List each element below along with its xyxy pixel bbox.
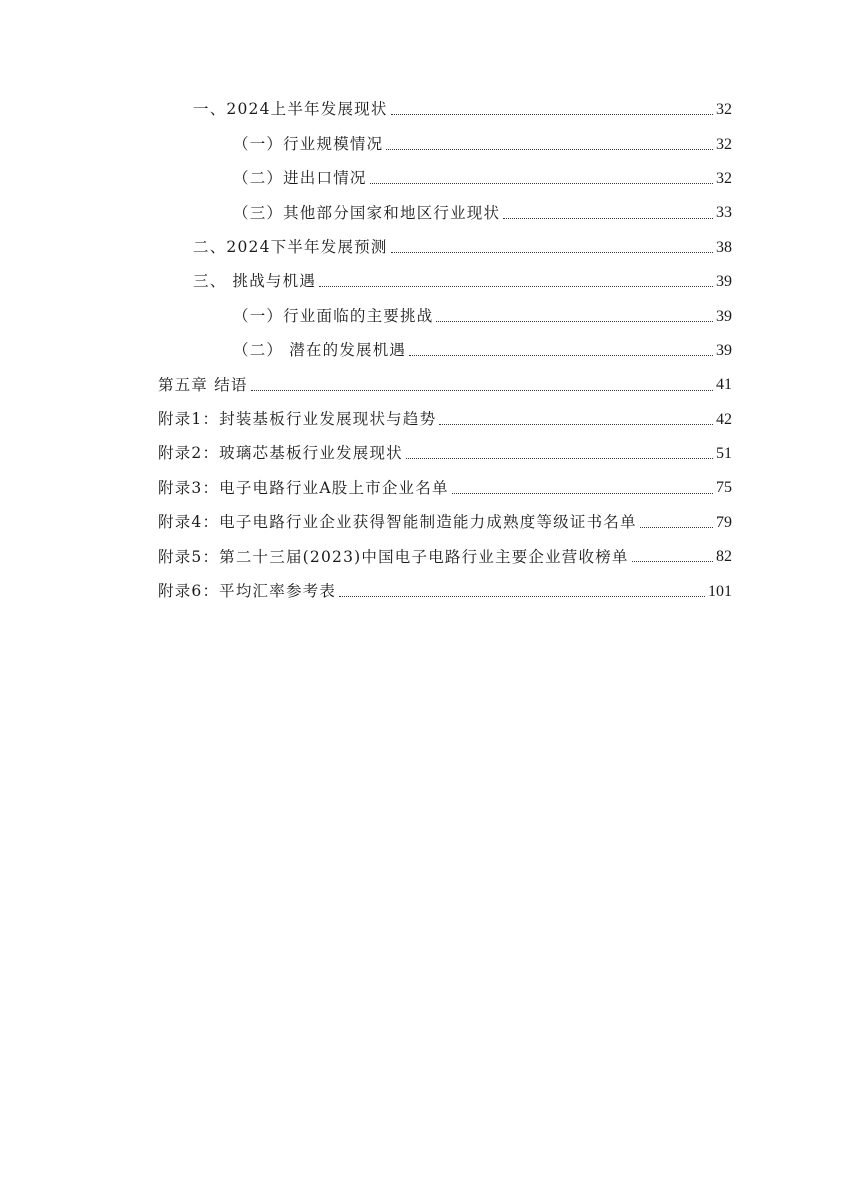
toc-entry-title: （二） 潜在的发展机遇	[233, 341, 407, 360]
toc-entry[interactable]	[0, 93, 856, 127]
table-of-contents	[0, 93, 856, 609]
toc-page-number: 32	[716, 169, 732, 187]
toc-entry-title: 三、 挑战与机遇	[193, 272, 317, 291]
toc-entry[interactable]	[0, 471, 856, 505]
toc-page-number: 39	[716, 307, 732, 325]
toc-entry[interactable]	[0, 196, 856, 230]
toc-dot-leader	[632, 560, 713, 562]
toc-page-number: 101	[708, 582, 732, 600]
toc-entry-title: 附录4：电子电路行业企业获得智能制造能力成熟度等级证书名单	[158, 513, 637, 532]
toc-entry-title: 附录6：平均汇率参考表	[158, 581, 337, 600]
toc-page-number: 41	[716, 376, 732, 394]
toc-entry[interactable]	[0, 231, 856, 265]
toc-dot-leader	[339, 595, 705, 597]
toc-entry-title: 附录5：第二十三届(2023)中国电子电路行业主要企业营收榜单	[158, 547, 629, 566]
toc-page-number: 82	[716, 548, 732, 566]
toc-entry[interactable]	[0, 265, 856, 299]
toc-dot-leader	[439, 423, 713, 425]
toc-entry[interactable]	[0, 162, 856, 196]
toc-entry-title: （一）行业规模情况	[233, 134, 384, 153]
toc-entry[interactable]	[0, 299, 856, 333]
toc-dot-leader	[370, 182, 713, 184]
toc-dot-leader	[319, 285, 713, 287]
toc-entry-title: 第五章 结语	[158, 375, 248, 394]
toc-page-number: 38	[716, 238, 732, 256]
toc-page-number: 32	[716, 135, 732, 153]
toc-page-number: 79	[716, 513, 732, 531]
toc-dot-leader	[391, 113, 713, 115]
toc-entry[interactable]	[0, 127, 856, 161]
toc-entry-title: 一、2024上半年发展现状	[193, 100, 388, 119]
toc-dot-leader	[452, 492, 713, 494]
toc-dot-leader	[406, 457, 713, 459]
toc-page-number: 33	[716, 204, 732, 222]
toc-page-number: 51	[716, 445, 732, 463]
toc-entry-title: （三）其他部分国家和地区行业现状	[233, 203, 501, 222]
toc-entry-title: 附录2：玻璃芯基板行业发展现状	[158, 444, 403, 463]
toc-entry-title: 二、2024下半年发展预测	[193, 238, 388, 256]
toc-page-number: 39	[716, 341, 732, 359]
toc-page-number: 39	[716, 273, 732, 291]
toc-entry[interactable]	[0, 403, 856, 437]
toc-dot-leader	[409, 354, 713, 356]
toc-entry-title: 附录1：封装基板行业发展现状与趋势	[158, 409, 437, 428]
toc-entry[interactable]	[0, 574, 856, 608]
toc-dot-leader	[391, 251, 713, 253]
toc-dot-leader	[503, 217, 713, 219]
toc-entry[interactable]	[0, 368, 856, 402]
toc-dot-leader	[436, 320, 713, 322]
toc-entry-title: （一）行业面临的主要挑战	[233, 306, 434, 325]
toc-entry-title: 附录3：电子电路行业A股上市企业名单	[158, 478, 449, 497]
toc-dot-leader	[251, 389, 713, 391]
toc-page-number: 42	[716, 410, 732, 428]
toc-entry[interactable]	[0, 334, 856, 368]
toc-entry[interactable]	[0, 437, 856, 471]
toc-entry[interactable]	[0, 540, 856, 574]
toc-dot-leader	[640, 526, 713, 528]
toc-entry-title: （二）进出口情况	[233, 169, 367, 188]
toc-entry[interactable]	[0, 506, 856, 540]
toc-page-number: 75	[716, 479, 732, 497]
toc-dot-leader	[386, 148, 713, 150]
toc-page-number: 32	[716, 101, 732, 119]
